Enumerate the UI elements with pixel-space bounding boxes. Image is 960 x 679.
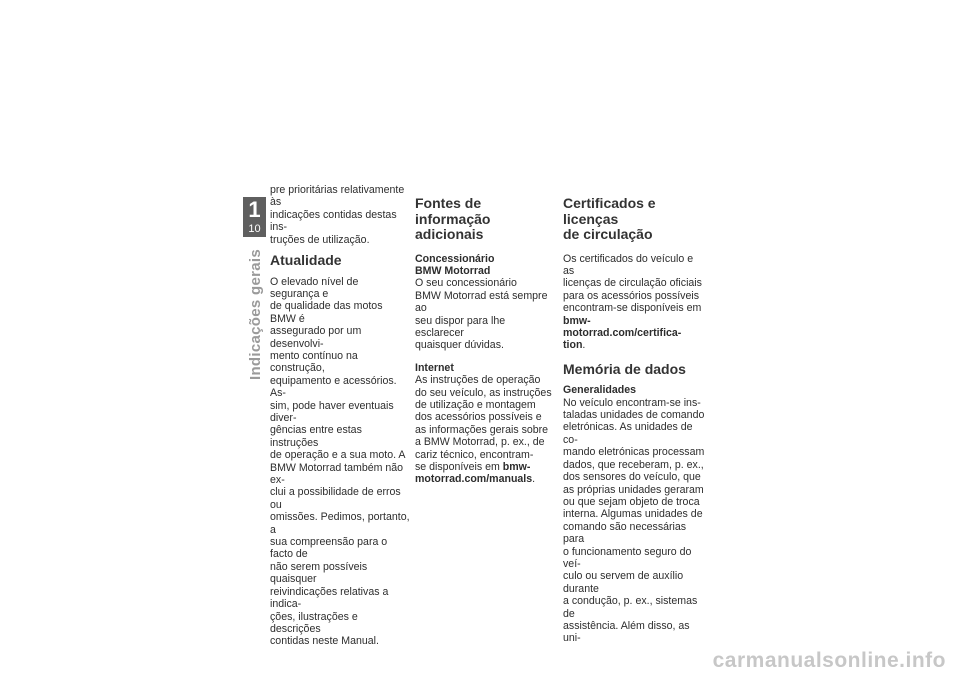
heading-fontes: Fontes de informação adicionais bbox=[415, 195, 491, 242]
certification-link[interactable]: bmw-motorrad.com/certifica- tion bbox=[563, 314, 682, 352]
watermark: carmanualsonline.info bbox=[712, 649, 946, 672]
generalidades-paragraph: No veículo encontram-se ins- taladas unidades de comando eletrónicas. As unidades de co- mando eletrónicas processam dados, que receberam, p. ex., dos sensores do veículo, que as próprias unidades geraram ou que sejam objeto de troca interna. Algumas unidades de comando são necessárias para o funcionamento seguro do veí- culo ou servem de auxílio durante a condução, p. ex., sistemas de assistência. Além disso, as uni- bbox=[563, 396, 705, 645]
heading-concessionario: Concessionário BMW Motorrad bbox=[415, 252, 495, 277]
column-1 bbox=[270, 184, 410, 648]
chapter-number: 1 bbox=[248, 197, 261, 222]
heading-memoria: Memória de dados bbox=[563, 360, 686, 377]
manuals-link[interactable]: bmw- motorrad.com/manuals bbox=[415, 461, 533, 486]
atualidade-paragraph: O elevado nível de segurança e de qualidade das motos BMW é assegurado por um desenvolvi- mento contínuo na construção, equipamento e acessórios. As- sim, pode haver eventuais diver- gências entre estas instruções de operação e a sua moto. A BMW Motorrad também não ex- clui a possibilidade de erros ou omissões. Pedimos, portanto, a sua compreensão para o facto de não serem possíveis quaisquer reivindicações relativas a indica- ções, ilustrações e descrições contidas neste Manual. bbox=[270, 275, 410, 648]
chapter-title: Indicações gerais bbox=[246, 248, 264, 380]
column-3 bbox=[563, 196, 705, 645]
internet-end: . bbox=[532, 473, 536, 486]
concessionario-paragraph: O seu concessionário BMW Motorrad está sempre ao seu dispor para lhe esclarecer quaisquer dúvidas. bbox=[415, 277, 548, 352]
intro-paragraph: pre prioritárias relativamente às indicações contidas destas ins- truções de utilização. bbox=[270, 184, 405, 246]
column-2 bbox=[415, 196, 555, 486]
internet-text: As instruções de operação do seu veículo, as instruções de utilização e montagem dos acessórios possíveis e as informações gerais sobre a BMW Motorrad, p. ex., de cariz técnico, encontram- se disponíveis em bbox=[415, 374, 552, 473]
certificados-paragraph bbox=[563, 253, 705, 352]
heading-internet: Internet bbox=[415, 361, 454, 374]
heading-certificados: Certificados e licenças de circulação bbox=[563, 195, 656, 242]
chapter-badge bbox=[243, 197, 266, 237]
heading-generalidades: Generalidades bbox=[563, 384, 637, 397]
page-number: 10 bbox=[248, 223, 261, 235]
certificados-end: . bbox=[582, 339, 586, 352]
internet-paragraph bbox=[415, 374, 555, 486]
heading-atualidade: Atualidade bbox=[270, 252, 342, 269]
certificados-text: Os certificados do veículo e as licenças de circulação oficiais para os acessórios possíveis encontram-se disponíveis em bbox=[563, 252, 702, 315]
